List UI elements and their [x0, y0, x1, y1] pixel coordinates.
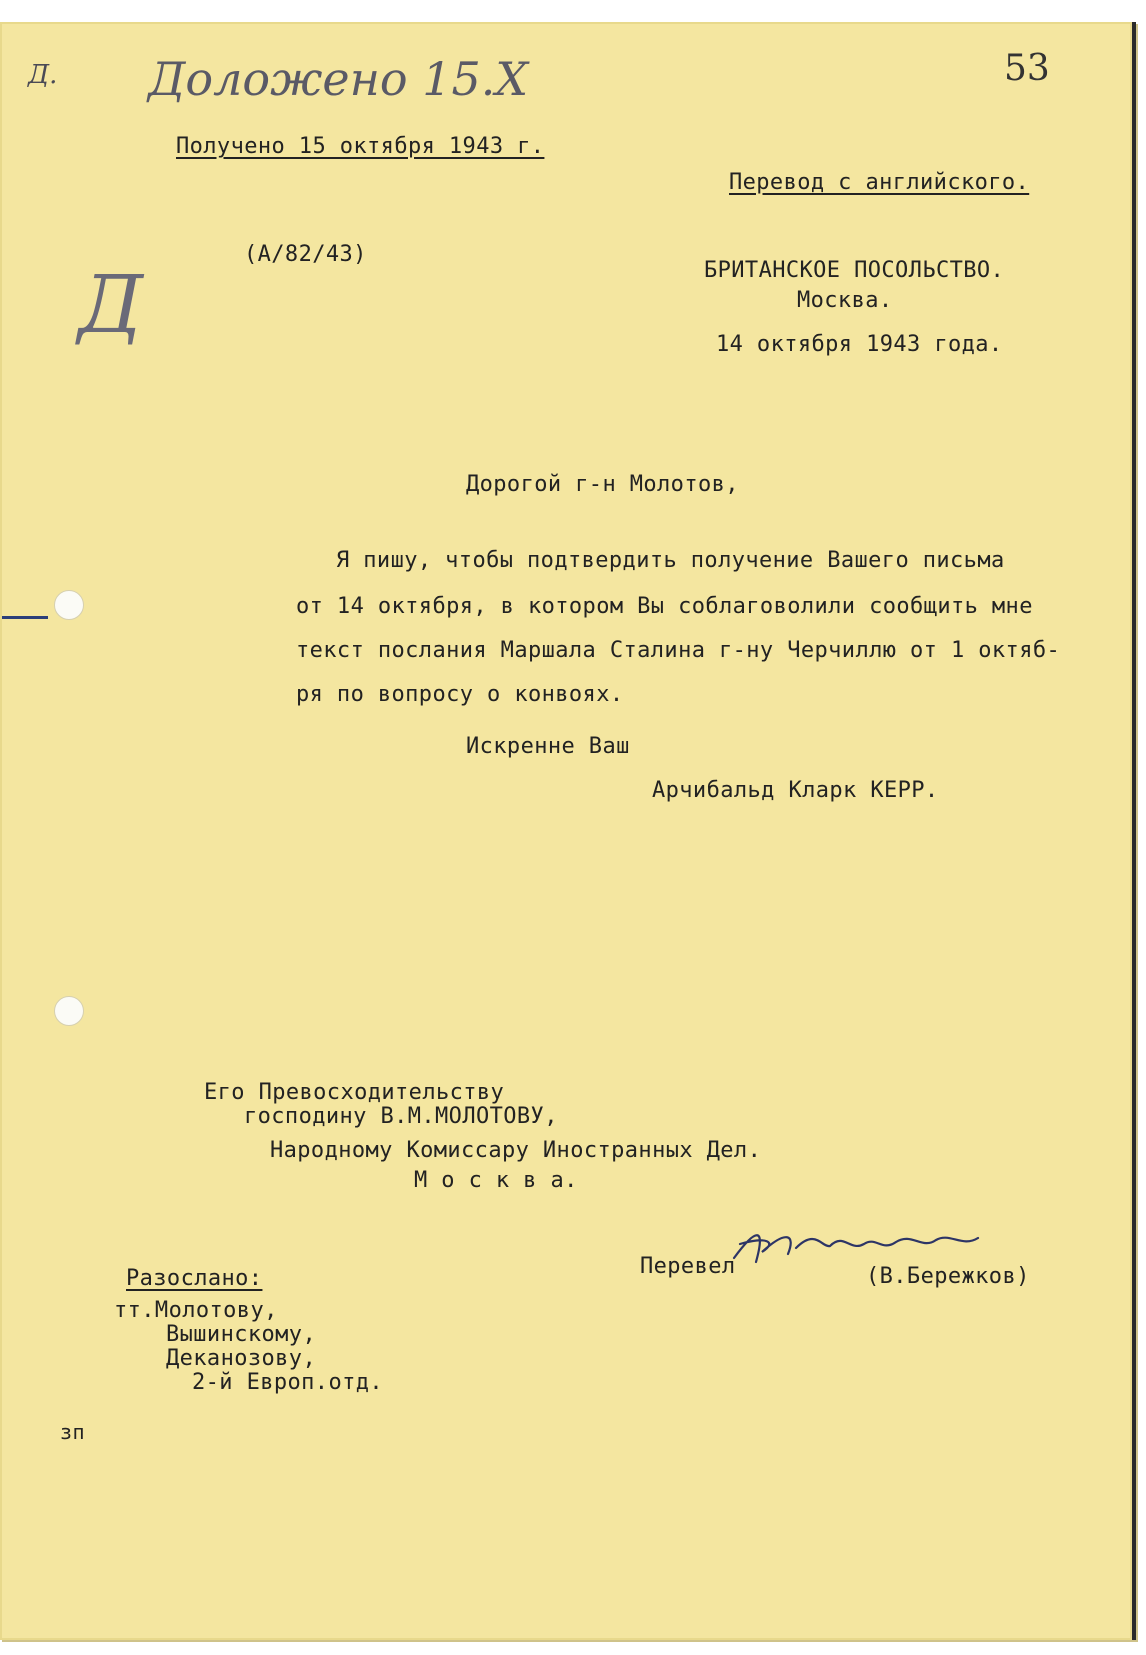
distribution-label: Разослано:	[126, 1266, 263, 1291]
punch-hole-bottom	[54, 996, 84, 1026]
body-line: Я пишу, чтобы подтвердить получение Вашего письма	[336, 548, 1005, 573]
addressee-line: Народному Комиссару Иностранных Дел.	[270, 1138, 762, 1163]
signatory: Арчибальд Кларк КЕРР.	[652, 778, 939, 803]
addressee-line: господину В.М.МОЛОТОВУ,	[244, 1104, 558, 1129]
addressee-line: Его Превосходительству	[204, 1080, 505, 1105]
distribution-item: тт.Молотову,	[114, 1298, 278, 1323]
distribution-item: Деканозову,	[166, 1346, 317, 1371]
letter-date: 14 октября 1943 года.	[716, 332, 1003, 357]
translator-name: (В.Бережков)	[866, 1264, 1030, 1289]
received-date: Получено 15 октября 1943 г.	[176, 134, 545, 159]
body-line: от 14 октября, в котором Вы соблаговолили сообщить мне	[296, 594, 1033, 619]
addressee-line: М о с к в а.	[414, 1168, 578, 1193]
reference-number: (А/82/43)	[244, 242, 367, 267]
footer-code: зп	[60, 1420, 85, 1444]
corner-letter: Д.	[28, 60, 58, 90]
distribution-item: Вышинскому,	[166, 1322, 317, 1347]
punch-hole-top	[54, 590, 84, 620]
margin-ink-line	[2, 616, 48, 619]
margin-handwritten-mark: Д	[78, 258, 144, 351]
body-line: текст послания Маршала Сталина г-ну Черчиллю от 1 октяб-	[296, 638, 1061, 663]
document-page	[0, 22, 1136, 1640]
distribution-item: 2-й Европ.отд.	[192, 1370, 384, 1395]
embassy-city: Москва.	[797, 288, 893, 313]
page-number: 53	[1004, 48, 1050, 89]
translation-note: Перевод с английского.	[729, 170, 1030, 195]
translator-label: Перевел	[640, 1254, 736, 1279]
salutation: Дорогой г-н Молотов,	[466, 472, 739, 497]
embassy-name: БРИТАНСКОЕ ПОСОЛЬСТВО.	[704, 258, 1005, 283]
handwritten-reported-note: Доложено 15.X	[148, 52, 529, 106]
body-line: ря по вопросу о конвоях.	[296, 682, 624, 707]
closing: Искренне Ваш	[466, 734, 630, 759]
